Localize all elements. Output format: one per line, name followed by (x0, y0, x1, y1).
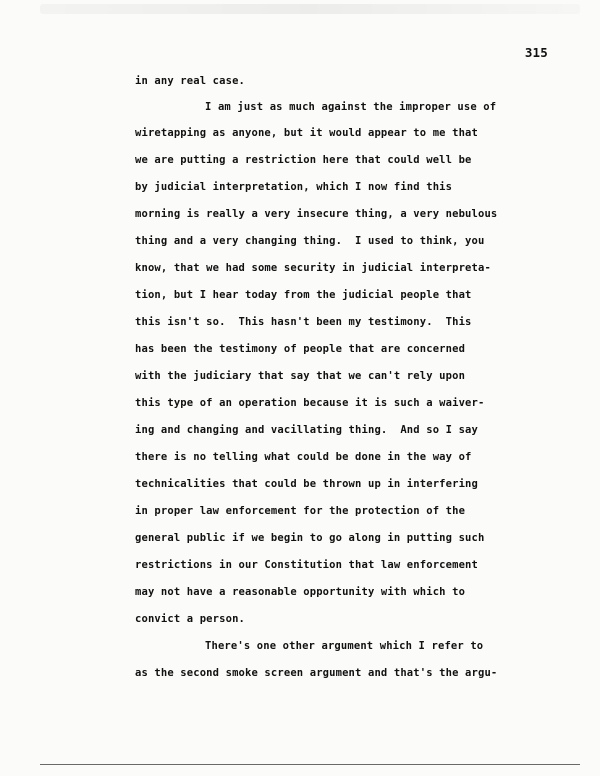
text-line: this isn't so. This hasn't been my testimony. This (135, 316, 472, 328)
text-line: with the judiciary that say that we can't rely upon (135, 370, 466, 382)
text-line: restrictions in our Constitution that law enforcement (135, 559, 478, 571)
text-line: wiretapping as anyone, but it would appear to me that (135, 127, 478, 139)
text-line: in any real case. (135, 75, 246, 87)
text-line: There's one other argument which I refer to (205, 640, 484, 652)
text-line: tion, but I hear today from the judicial people that (135, 289, 472, 301)
text-line: by judicial interpretation, which I now find this (135, 181, 453, 193)
text-line: technicalities that could be thrown up in interfering (135, 478, 478, 490)
text-line: as the second smoke screen argument and that's the argu- (135, 667, 498, 679)
text-line: convict a person. (135, 613, 246, 625)
text-line: there is no telling what could be done in the way of (135, 451, 472, 463)
text-line: general public if we begin to go along in putting such (135, 532, 485, 544)
text-line: may not have a reasonable opportunity with which to (135, 586, 466, 598)
scan-edge (40, 4, 580, 14)
text-line: morning is really a very insecure thing, a very nebulous (135, 208, 498, 220)
text-line: ing and changing and vacillating thing. And so I say (135, 424, 478, 436)
page-number: 315 (524, 45, 548, 60)
text-line: in proper law enforcement for the protection of the (135, 505, 466, 517)
text-line: has been the testimony of people that are concerned (135, 343, 466, 355)
text-line: thing and a very changing thing. I used to think, you (135, 235, 485, 247)
bottom-rule (40, 764, 580, 765)
text-line: this type of an operation because it is such a waiver- (135, 397, 485, 409)
text-line: we are putting a restriction here that could well be (135, 154, 472, 166)
text-line: I am just as much against the improper use of (205, 101, 497, 113)
text-line: know, that we had some security in judicial interpreta- (135, 262, 491, 274)
